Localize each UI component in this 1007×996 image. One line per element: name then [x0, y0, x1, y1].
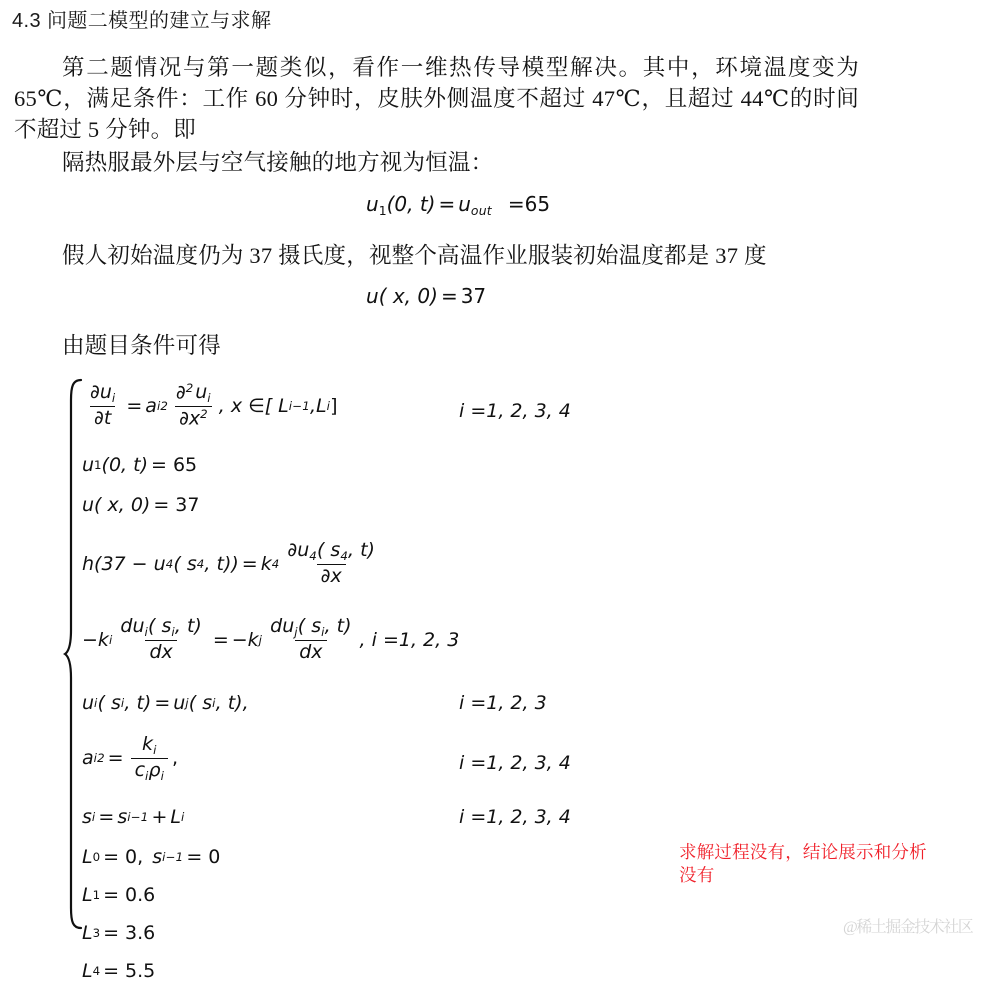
- watermark: @稀土掘金技术社区: [843, 919, 973, 936]
- pos-s2-sub: i−1: [127, 810, 149, 824]
- heat-a: a: [145, 395, 157, 418]
- flux-den2: dx: [299, 640, 323, 663]
- paragraph-system-intro: 由题目条件可得: [62, 333, 221, 358]
- heat-den2-dx: ∂x: [179, 407, 201, 430]
- tcont-u1-sub: i: [94, 696, 98, 710]
- conv-num-args2: , t): [348, 539, 375, 561]
- sys-initial-value: = 37: [153, 494, 200, 516]
- equation-row-layer-4-thickness: [82, 958, 682, 996]
- conv-lhs-sub: 4: [165, 556, 174, 571]
- eq-boundary-mid-var: u: [458, 192, 471, 216]
- L3-var: L: [82, 922, 93, 944]
- flux-num1-sub: i: [144, 624, 149, 639]
- L1-sub: 1: [92, 888, 101, 902]
- diff-den-c-sub: i: [145, 768, 149, 783]
- frac-du4-dx: [283, 540, 379, 587]
- L1-var: L: [82, 884, 93, 906]
- heat-num-du: ∂u: [90, 381, 112, 404]
- conv-den: ∂x: [320, 564, 342, 587]
- diff-den-c: c: [134, 758, 146, 781]
- L4-sub: 4: [92, 964, 101, 978]
- display-equation-boundary: [366, 192, 550, 218]
- diff-num-sub: i: [153, 742, 157, 757]
- tcont-u2-args: ( s: [188, 692, 213, 714]
- eq-initial-args: ( x, 0): [378, 284, 438, 308]
- eq-boundary-var: u: [366, 192, 379, 216]
- heat-den2-sup: 2: [200, 407, 208, 422]
- pos-equals: =: [98, 806, 115, 828]
- paragraph-intro: 第二题情况与第一题类似，看作一维热传导模型解决。其中，环境温度变为 65℃，满足条件：工作 60 分钟时，皮肤外侧温度不超过 47℃，且超过 44℃的时间不超过 5 分钟。即: [14, 55, 859, 142]
- equation-row-diffusivity-definition: [82, 730, 682, 802]
- L3-sub: 3: [92, 926, 101, 940]
- heat-num-sub: i: [111, 391, 116, 406]
- equation-row-layer-3-thickness: [82, 920, 682, 958]
- frac-d2u-dx2: [172, 382, 215, 430]
- pos-s2: s: [117, 806, 128, 828]
- sys-boundary-args: (0, t): [101, 454, 148, 476]
- equation-index-temperature-continuity: i =1, 2, 3: [459, 692, 547, 714]
- L1-value: = 0.6: [103, 884, 156, 906]
- conv-equals: =: [241, 552, 258, 575]
- diff-num-k: k: [142, 733, 154, 755]
- equation-index-diffusivity: i =1, 2, 3, 4: [459, 752, 571, 774]
- equation-row-position-recursion: [82, 802, 682, 844]
- tcont-u1-sub2: i: [120, 696, 125, 710]
- paragraph-boundary-intro: 隔热服最外层与空气接触的地方视为恒温：: [62, 150, 494, 175]
- equation-row-initial-thickness: [82, 844, 682, 882]
- conv-num-sub2: 4: [340, 548, 349, 563]
- sys-boundary-sub: 1: [94, 458, 102, 472]
- pos-L: L: [170, 806, 181, 828]
- flux-k1: −k: [82, 628, 109, 651]
- heat-domain-end: ]: [330, 395, 338, 418]
- conv-k: k: [260, 552, 272, 575]
- conv-lhs: h(37 − u: [82, 552, 166, 575]
- conv-k-sub: 4: [271, 556, 280, 571]
- diff-a-sub: i: [93, 751, 98, 766]
- L0-value: = 0,: [103, 846, 144, 868]
- section-heading: 4.3 问题二模型的建立与求解: [12, 10, 272, 32]
- pos-L-sub: i: [180, 810, 185, 824]
- review-annotation: 求解过程没有，结论展示和分析没有: [679, 842, 927, 885]
- diff-comma: ,: [172, 747, 179, 770]
- conv-num-args: ( s: [316, 539, 341, 561]
- heat-domain: , x ∈[ L: [218, 395, 289, 418]
- frac-k-crho: [131, 734, 168, 783]
- flux-k2: −k: [231, 628, 259, 651]
- heat-num2-sub: i: [207, 391, 211, 406]
- diff-den-rho-sub: i: [160, 768, 165, 783]
- L4-value: = 5.5: [103, 960, 156, 982]
- equation-row-flux-continuity: [82, 610, 682, 688]
- L0-sub: 0: [92, 850, 101, 864]
- tcont-equals: =: [154, 692, 171, 714]
- eq-initial-var: u: [366, 284, 379, 308]
- diff-equals: =: [107, 747, 124, 770]
- sys-initial-args: ( x, 0): [94, 494, 151, 516]
- heat-domain-mid: ,L: [309, 395, 327, 418]
- L4-var: L: [82, 960, 93, 982]
- flux-num1: du: [120, 615, 145, 637]
- tcont-u2: u: [173, 692, 186, 714]
- sys-initial-var: u: [82, 494, 95, 516]
- L0-var: L: [82, 846, 93, 868]
- eq-boundary-subscript: 1: [378, 202, 387, 218]
- eq-initial-equals: =: [440, 284, 458, 308]
- flux-index-tail: , i =1, 2, 3: [359, 628, 460, 651]
- conv-num-sub: 4: [309, 548, 317, 563]
- equation-row-heat-equation: [82, 378, 682, 450]
- flux-equals: =: [212, 628, 229, 651]
- frac-duj-dx: [266, 616, 355, 663]
- equation-index-position-recursion: i =1, 2, 3, 4: [459, 806, 571, 828]
- equation-rows: [82, 378, 682, 996]
- equation-system: [63, 378, 683, 982]
- eq-boundary-args: (0, t): [386, 192, 436, 216]
- equation-index-heat: i =1, 2, 3, 4: [459, 400, 571, 422]
- flux-num2-sub2: i: [321, 624, 325, 639]
- flux-num2-args: ( s: [297, 615, 322, 637]
- pos-plus: +: [151, 806, 168, 828]
- heat-den-dt: ∂t: [94, 407, 112, 430]
- tcont-u2-args2: , t),: [215, 692, 249, 714]
- sys-boundary-value: = 65: [151, 454, 198, 476]
- tcont-u1: u: [82, 692, 95, 714]
- heat-equals: =: [126, 395, 143, 418]
- equation-row-layer-1-thickness: [82, 882, 682, 920]
- tcont-u1-args2: , t): [124, 692, 152, 714]
- frac-dui-dx: [116, 616, 205, 663]
- heat-num2-sup: 2: [185, 381, 194, 395]
- equation-row-boundary-condition: [82, 450, 682, 490]
- eq-boundary-equals-2: =: [507, 192, 525, 216]
- display-equation-initial: [366, 284, 486, 308]
- flux-num1-sub2: i: [171, 624, 175, 639]
- s0-sub: i−1: [162, 850, 184, 864]
- conv-lhs-sub2: 4: [196, 556, 205, 571]
- heat-num2-u: u: [195, 381, 208, 404]
- flux-den1: dx: [149, 640, 173, 663]
- flux-num1-args: ( s: [148, 615, 172, 637]
- eq-boundary-mid-subscript: out: [470, 202, 492, 218]
- paragraph-initial-intro: 假人初始温度仍为 37 摄氏度，视整个高温作业服装初始温度都是 37 度: [62, 243, 767, 268]
- heat-num2-d: ∂: [175, 381, 186, 404]
- heat-domain-sub2: i: [326, 399, 331, 414]
- s0-var: s: [152, 846, 163, 868]
- tcont-u2-sub: j: [185, 696, 189, 710]
- eq-boundary-equals-1: =: [438, 192, 456, 216]
- conv-lhs-args: ( s: [173, 552, 197, 575]
- frac-du-dt: [86, 382, 119, 429]
- eq-boundary-value: 65: [524, 192, 551, 216]
- s0-value: = 0: [186, 846, 221, 868]
- flux-num2-sub: j: [294, 624, 298, 639]
- flux-num2-args2: , t): [324, 615, 352, 637]
- pos-s: s: [82, 806, 92, 828]
- equation-row-convection-condition: [82, 530, 682, 610]
- equation-row-temperature-continuity: [82, 688, 682, 730]
- flux-num1-args2: , t): [174, 615, 202, 637]
- heat-domain-sub1: i−1: [288, 399, 310, 414]
- tcont-u2-sub2: i: [212, 696, 216, 710]
- conv-lhs-args2: , t)): [204, 552, 239, 575]
- diff-a: a: [82, 747, 94, 770]
- flux-k2-sub: j: [258, 632, 263, 647]
- sys-boundary-var: u: [82, 454, 95, 476]
- flux-k1-sub: i: [108, 632, 113, 647]
- pos-s-sub: i: [91, 810, 96, 824]
- heat-a-sup: 2: [160, 399, 168, 414]
- flux-num2: du: [270, 615, 295, 637]
- equation-row-initial-condition: [82, 490, 682, 530]
- eq-initial-value: 37: [460, 284, 487, 308]
- heat-a-sub: i: [156, 399, 161, 414]
- diff-den-rho: ρ: [148, 758, 161, 781]
- L3-value: = 3.6: [103, 922, 156, 944]
- tcont-u1-args: ( s: [97, 692, 121, 714]
- conv-num: ∂u: [287, 539, 310, 561]
- diff-a-sup: 2: [97, 751, 105, 766]
